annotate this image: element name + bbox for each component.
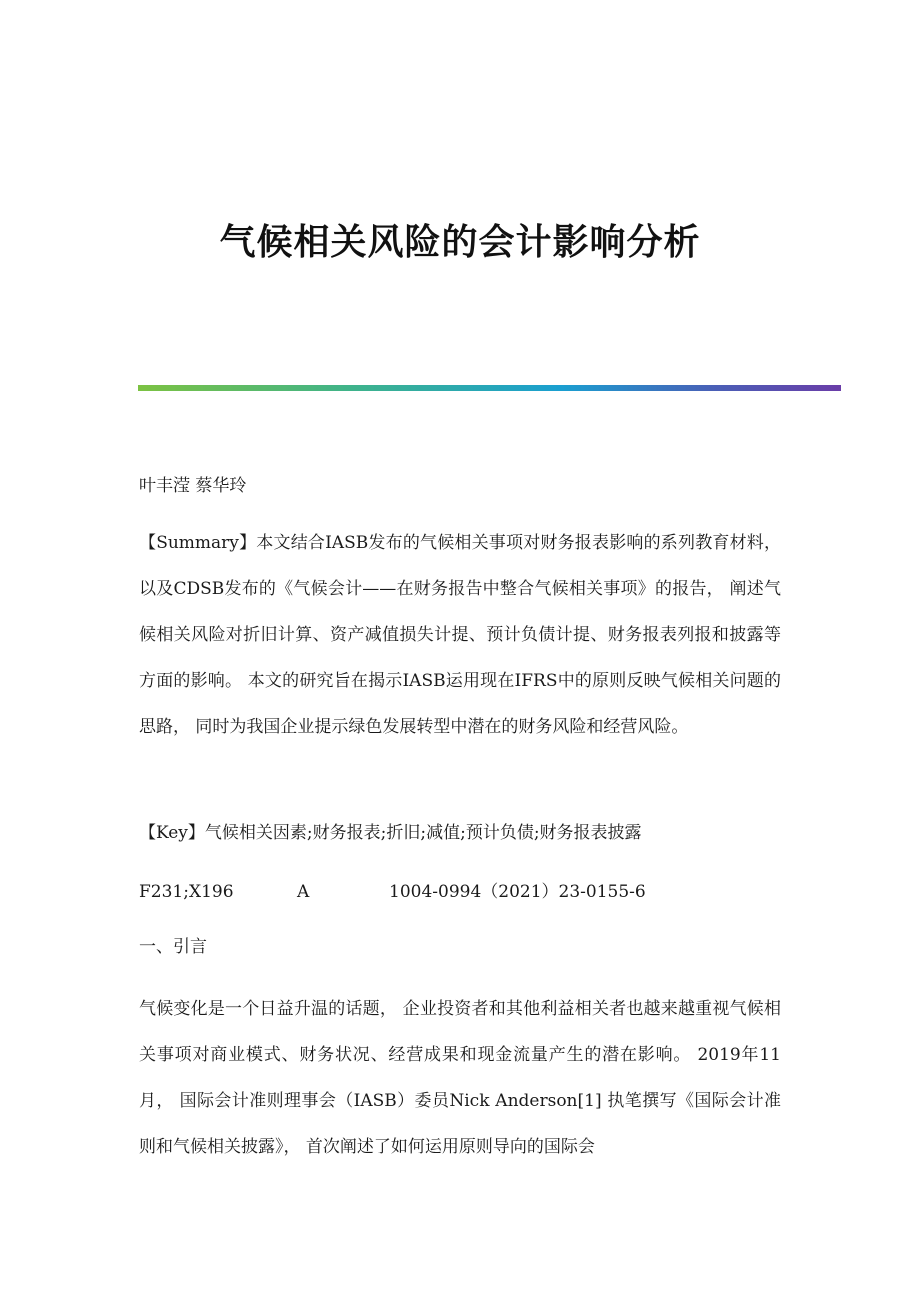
classification-code: F231;X196: [139, 882, 234, 902]
intro-paragraph: 气候变化是一个日益升温的话题， 企业投资者和其他利益相关者也越来越重视气候相关事项对商业模式、财务状况、经营成果和现金流量产生的潜在影响。 2019年11月， 国际会计准则理事会（IASB）委员Nick Anderson[1] 执笔撰写《国际会计准则和气候相关披露》， 首次阐述了如何运用原则导向的国际会: [139, 999, 781, 1157]
page-title: 气候相关风险的会计影响分析: [219, 222, 701, 263]
summary-block: [139, 520, 781, 750]
summary-text: 本文结合IASB发布的气候相关事项对财务报表影响的系列教育材料， 以及CDSB发布的《气候会计——在财务报告中整合气候相关事项》的报告， 阐述气候相关风险对折旧计算、资产减值损失计提、预计负债计提、财务报表列报和披露等方面的影响。 本文的研究旨在揭示IASB运用现在IFRS中的原则反映气候相关问题的思路， 同时为我国企业提示绿色发展转型中潜在的财务风险和经营风险。: [139, 533, 781, 737]
article-id: 1004-0994（2021）23-0155-6: [389, 882, 646, 902]
authors: 叶丰滢 蔡华玲: [139, 476, 247, 496]
document-code: A: [297, 882, 310, 902]
classification-line: [139, 877, 646, 902]
summary-label: 【Summary】: [139, 533, 257, 553]
keywords-block: [139, 818, 781, 843]
title-divider: [138, 385, 841, 391]
keywords-text: 气候相关因素;财务报表;折旧;减值;预计负债;财务报表披露: [204, 823, 642, 843]
summary-paragraph: [139, 520, 781, 750]
keywords-label: 【Key】: [139, 823, 205, 843]
section-heading: 一、引言: [139, 937, 207, 957]
intro-block: [139, 986, 781, 1170]
